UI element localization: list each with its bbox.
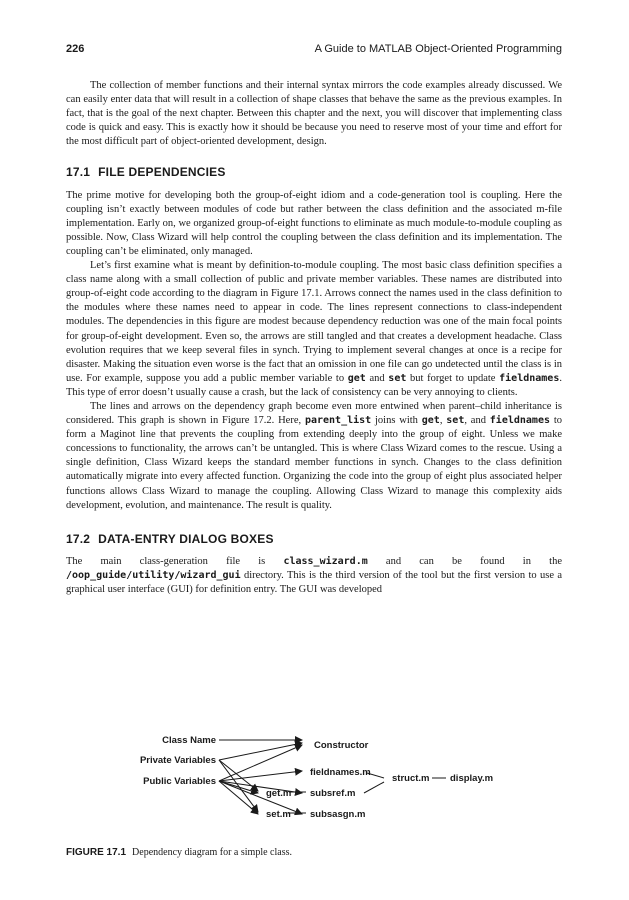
code-set: set: [446, 415, 465, 427]
paragraph: The prime motive for developing both the group-of-eight idiom and a code-generation tool is coupling. Here the coupling isn’t exactly between modules of code but rather between the class definition and the associated m-file implementation. Early on, we organized group-of-eight functions to eliminate as much module-to-module coupling as possible. Now, Class Wizard will help control the coupling between the class definition and its implementation. The coupling can’t be eliminated, only managed.: [66, 189, 562, 257]
node-subsasgn-m: subsasgn.m: [310, 809, 366, 820]
code-fieldnames: fieldnames: [489, 415, 550, 427]
node-constructor: Constructor: [314, 740, 369, 751]
section-number: 17.2: [66, 531, 91, 546]
node-struct-m: struct.m: [392, 773, 430, 784]
node-public-variables: Public Variables: [143, 776, 216, 787]
section-heading-17-1: [66, 165, 562, 179]
section-title: DATA-ENTRY DIALOG BOXES: [98, 531, 274, 546]
code-parent-list: parent_list: [304, 415, 372, 427]
caption-label: FIGURE 17.1: [66, 847, 127, 858]
paragraph: The main class-generation file is class_wizard.m and can be found in the /oop_guide/utility/wizard_gui directory. This is the third version of the tool but the first version to use a graphical user interface (GUI) for definition entry. The GUI was developed: [66, 555, 562, 595]
code-class-wizard: class_wizard.m: [283, 555, 368, 567]
figure-caption: [66, 847, 562, 858]
paragraph: Let’s first examine what is meant by definition-to-module coupling. The most basic class definition specifies a class name along with a small collection of public and private member variables. These names are distributed into group-of-eight code according to the diagram in Figure 17.1. Arrows connect the names used in the class definition to the modules where these names need to appear in code. The lines represent connections to class-independent modules. The dependencies in this figure are modest because dependency reduction was one of the main focal points for group-of-eight development. Even so, the arrows are still tangled and that creates a development headache. Class evolution requires that we keep several files in synch. Trying to implement several changes at once is a recipe for disaster. Making the situation even worse is the fact that an omission in one file can go undetected until the class is in use. For example, suppose you add a public member variable to get and set but forget to update fieldnames. This type of error doesn’t usually cause a crash, but the lack of consistency can be very annoying to clients.: [66, 260, 562, 398]
node-fieldnames-m: fieldnames.m: [310, 767, 371, 778]
code-get: get: [347, 372, 366, 384]
code-get: get: [421, 415, 440, 427]
code-directory: /oop_guide/utility/wizard_gui: [66, 569, 241, 581]
caption-text: Dependency diagram for a simple class.: [132, 847, 292, 858]
running-head: [66, 43, 562, 59]
running-title: A Guide to MATLAB Object-Oriented Programming: [314, 43, 562, 55]
intro-paragraph: The collection of member functions and their internal syntax mirrors the code examples already discussed. We can easily enter data that will result in a collection of shape classes that behave the same as the previous examples. In fact, that is the goal of the next chapter. Between this chapter and the next, you will discover that implementing class code is quick and easy. This is exactly how it should be because you need to reserve most of your time and effort for the most difficult part of object-oriented development, design.: [66, 80, 562, 148]
node-subsref-m: subsref.m: [310, 788, 356, 799]
section-title: FILE DEPENDENCIES: [98, 165, 226, 180]
node-set-m: set.m: [266, 809, 291, 820]
code-set: set: [388, 372, 407, 384]
body-text: [66, 79, 562, 597]
dependency-diagram: [66, 730, 562, 842]
edge-private-constructor: [219, 743, 302, 760]
diagram-svg: [66, 730, 562, 842]
edge-subsref-struct: [364, 782, 384, 793]
section-heading-17-2: [66, 532, 562, 546]
node-private-variables: Private Variables: [139, 755, 216, 766]
code-fieldnames: fieldnames: [499, 372, 560, 384]
node-class-name: Class Name: [162, 735, 216, 746]
paragraph: The lines and arrows on the dependency graph become even more entwined when parent–child inheritance is considered. This graph is shown in Figure 17.2. Here, parent_list joins with get, set, and fieldnames to form a Maginot line that prevents the coupling from extending deeply into the group of eight. Unless we make concessions to functionality, the arrows can’t be untangled. This is where Class Wizard comes to the rescue. Using a single definition, Class Wizard keeps the standard member functions in synch. Changes to the class definition automatically migrate into every affected function. Organizing the code into the group of eight plus associated helper functions allows Class Wizard to manage the coupling. Allowing Class Wizard to manage this complexity aids development, evolution, and maintenance. The result is quality.: [66, 400, 562, 511]
page-number: 226: [66, 43, 85, 55]
section-number: 17.1: [66, 165, 91, 180]
node-get-m: get.m: [266, 788, 292, 799]
node-display-m: display.m: [450, 773, 494, 784]
